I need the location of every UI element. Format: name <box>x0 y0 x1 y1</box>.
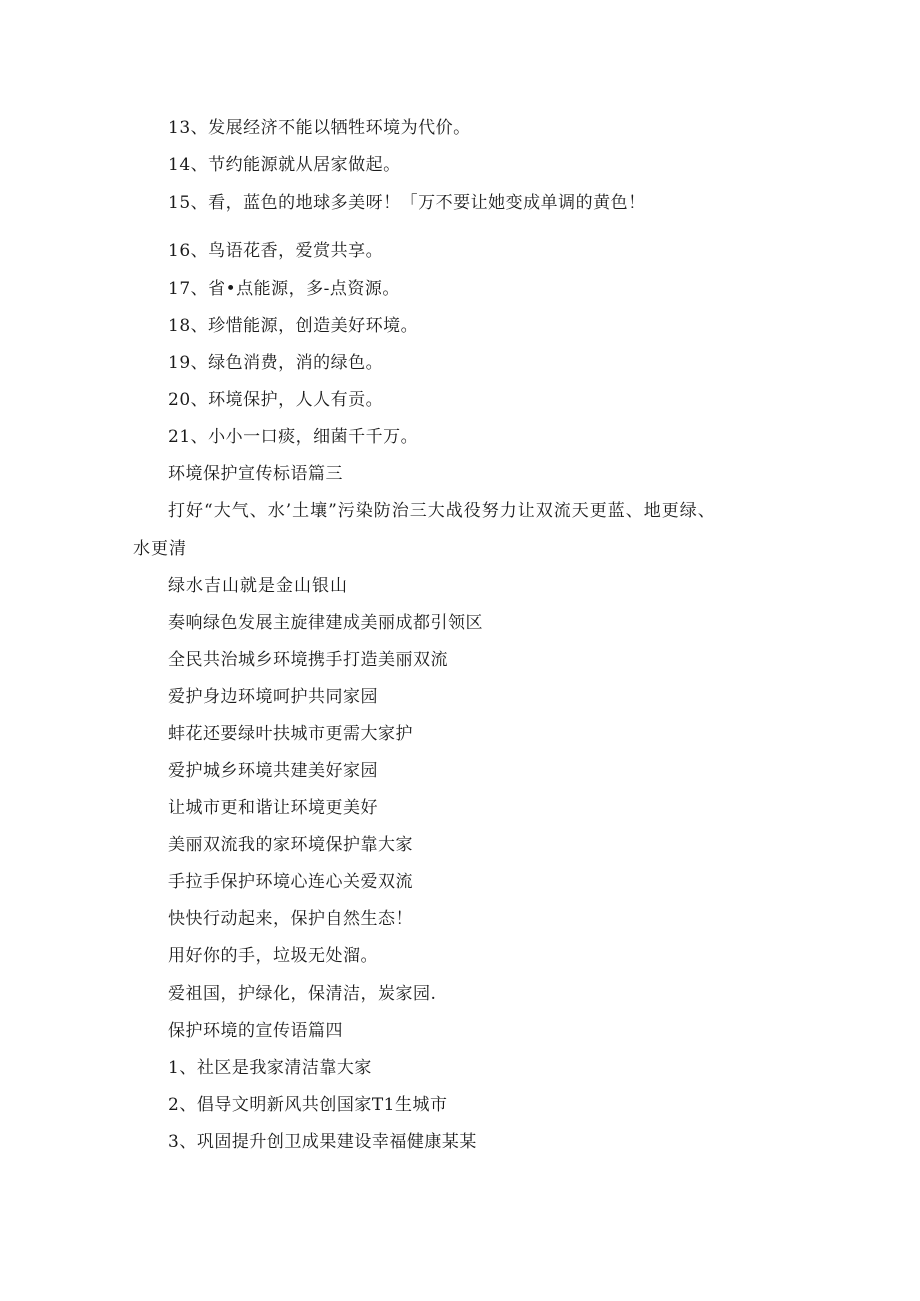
slogan-line: 爱护身边环境呵护共同家园 <box>168 687 378 707</box>
slogan-line: 奏响绿色发展主旋律建成美丽成都引领区 <box>168 613 483 633</box>
slogan-13: 13、发展经济不能以牺牲环境为代价。 <box>168 118 471 138</box>
slogan-18: 18、珍惜能源，创造美好环境。 <box>168 316 419 336</box>
slogan-17: 17、省•点能源，多-点资源。 <box>168 279 400 299</box>
section-heading-3: 环境保护宣传标语篇三 <box>168 464 343 484</box>
slogan-line: 让城市更和谐让环境更美好 <box>168 798 378 818</box>
slogan-16: 16、鸟语花香，爱赏共享。 <box>168 241 384 261</box>
slogan-15: 15、看，蓝色的地球多美呀！「万不要让她变成单调的黄色！ <box>168 193 646 213</box>
slogan-line: 绿水吉山就是金山银山 <box>168 576 348 596</box>
slogan-19: 19、绿色消费，消的绿色。 <box>168 353 384 373</box>
slogan-line: 快快行动起来，保护自然生态！ <box>168 909 413 929</box>
slogan-line: 美丽双流我的家环境保护靠大家 <box>168 835 413 855</box>
slogan-item-2: 2、倡导文明新风共创国家T1生城市 <box>168 1095 448 1115</box>
slogan-line: 爱祖国，护绿化，保清洁，炭家园. <box>168 984 437 1004</box>
slogan-item-3: 3、巩固提升创卫成果建设幸福健康某某 <box>168 1132 477 1152</box>
paragraph-line-2: 水更清 <box>133 539 187 559</box>
paragraph-line-1: 打好“大气、水’土壤”污染防治三大战役努力让双流天更蓝、地更绿、 <box>168 501 716 521</box>
slogan-line: 全民共治城乡环境携手打造美丽双流 <box>168 650 448 670</box>
slogan-line: 爱护城乡环境共建美好家园 <box>168 761 378 781</box>
slogan-21: 21、小小一口痰，细菌千千万。 <box>168 427 419 447</box>
slogan-line: 蚌花还要绿叶扶城市更需大家护 <box>168 724 413 744</box>
slogan-line: 手拉手保护环境心连心关爱双流 <box>168 872 413 892</box>
slogan-item-1: 1、社区是我家清洁靠大家 <box>168 1058 372 1078</box>
slogan-14: 14、节约能源就从居家做起。 <box>168 155 401 175</box>
slogan-20: 20、环境保护，人人有贡。 <box>168 390 384 410</box>
slogan-line: 用好你的手，垃圾无处溜。 <box>168 946 378 966</box>
section-heading-4: 保护环境的宣传语篇四 <box>168 1021 343 1041</box>
